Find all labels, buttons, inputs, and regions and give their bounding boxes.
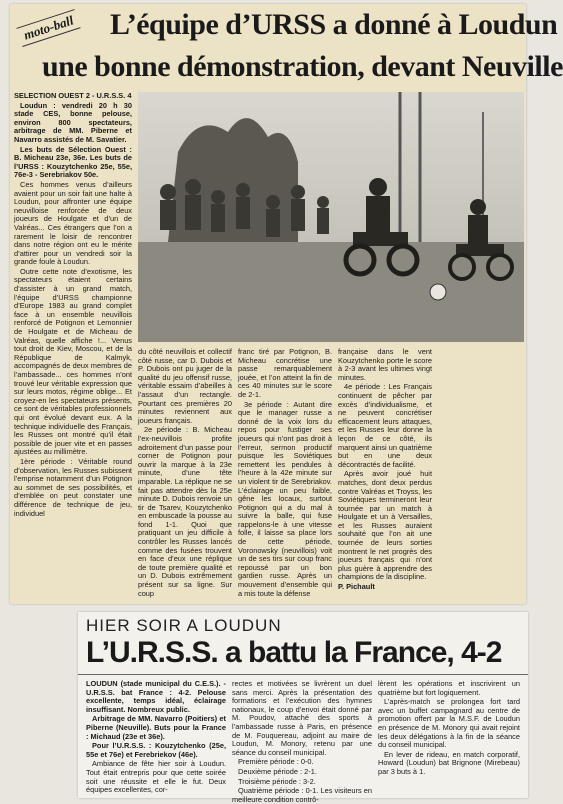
paragraph: 3e période : Autant dire que le manager russe a donné de la voix lors du repos pour fustiger ses joueurs qui n’ont pas droit à l’erreur, sermon productif puisque les Soviétiques remettent les pendules à l’heure à la 42e minute sur un violent tir de Serebriakov. L’éclairage un peu faible, gêne les locaux, surtout Potignon qui a du mal à suivre la balle, qui fuse rappelons-le à une vitesse folle, il laisse sa place lors de cette période, Voronowsky (neuvillois) voit un de ses tirs sur coup franc repoussé par un bon gardien russe. Après un mouvement d’ensemble qui a mis toute la défense <box>238 399 332 598</box>
paragraph: LOUDUN (stade municipal du C.E.S.). - U.R.S.S. bat France : 4-2. Pelouse excellente, temps idéal, éclairage insuffisant. Nombreux public. <box>86 679 226 714</box>
motoball-photo <box>138 92 524 342</box>
paragraph: franc tiré par Potignon, B. Micheau concrétise une passe remarquablement jouée, et l’on atteint la fin de ces 40 minutes sur le score de 2-1. <box>238 347 332 399</box>
headline-line-2: une bonne démonstration, devant Neuville <box>42 50 563 83</box>
article-column-4 <box>338 348 432 596</box>
article-column-1 <box>14 92 132 596</box>
article-column-1 <box>86 680 226 796</box>
article-clipping-loudun <box>78 612 528 804</box>
article-column-3 <box>238 348 332 596</box>
paragraph: Quatrième période : 0-1. Les visiteurs en meilleure condition contrô- <box>232 786 372 804</box>
paragraph: 1ère période : Véritable round d’observation, les Russes subissent l’emprise notamment d’un Potignon au sommet de ses possibilités, et d’emblée on peut constater une différence de technique de jeu, individuel <box>14 456 132 518</box>
article-column-2 <box>232 679 372 804</box>
paragraph: 4e période : Les Français continuent de pêcher par excès d’individualisme, et ne peuvent concrétiser efficacement leurs attaques, et les Russes leur donne la leçon de ce côté, ils marquent ainsi un quatrième but en une deux décontractés de facilité. <box>338 382 432 469</box>
paragraph: Troisième période : 3-2. <box>238 776 316 786</box>
paragraph: En lever de rideau, en match corporatif, Howard (Loudun) bat Brignone (Mirebeau) par 3 buts à 1. <box>378 749 520 776</box>
headline: L’U.R.S.S. a battu la France, 4-2 <box>86 636 502 669</box>
article-clipping-motoball <box>10 4 563 604</box>
headline-line-1: L’équipe d’URSS a donné à Loudun <box>110 8 558 41</box>
author-signature: P. Pichault <box>338 582 375 592</box>
rubric-label: moto-ball <box>16 9 80 47</box>
paragraph: rectes et motivées se livrèrent un duel sans merci. Après la présentation des formations et l’exécution des hymnes nationaux, le coup d’envoi était donné par M. Poudov, attaché des sports à l’ambassade russe à Paris, en présence de M. Fouquereau, adjoint au maire de Loudun, M. Monory, retenu par une séance du conseil municipal. <box>232 679 372 757</box>
paragraph: Pour l’U.R.S.S. : Kouzytchenko (25e, 55e et 76e) et Ferebriekov (46e). <box>86 741 226 759</box>
paragraph: Arbitrage de MM. Navarro (Poitiers) et Piberne (Neuville). Buts pour la France : Michaud (23e et 36e). <box>86 714 226 741</box>
paragraph: L’après-match se prolongea fort tard avec un buffet campagnard au centre de promotion offert par la M.S.F. de Loudun en présence de M. Monory qui avait rejoint les deux délégations à la fin de la séance du conseil municipal. <box>378 697 520 750</box>
photo-illustration <box>138 92 524 342</box>
divider <box>78 674 528 675</box>
paragraph: Outre cette note d’exotisme, les spectateurs étaient certains d’assister à un grand match, l’équipe d’URSS championne d’Europe 1983 au grand complet face à un ensemble neuvillois renforcé de Potignon et Lemonnier de Houlgate et de Micheau de Valréas, quelle affiche !... Venus tout droit de Kiev, Moscou, et de la République de Kalmyk, accompagnés de deux membres de l’ambassade... ces hommes n’ont trouvé leur véritable expression que sur leurs motos, régime oblige... Et croyez-en les spectateurs présents, ce sont de véritables professionnels qui ont évolué devant eux. A la technique individuelle des Français, les Russes ont montré qu’il était possible de jouer vite et en passes ajustées au millimètre. <box>14 266 132 457</box>
paragraph: Loudun : vendredi 20 h 30 stade CES, bonne pelouse, environ 800 spectateurs, arbitrage de MM. Piberne et Navarro assistés de M. Savatier. <box>14 100 132 144</box>
kicker: HIER SOIR A LOUDUN <box>86 616 282 635</box>
paragraph: lèrent les opérations et inscrivirent un quatrième but fort logiquement. <box>378 679 520 697</box>
paragraph: Après avoir joué huit matches, dont deux perdus contre Valréas et Troyss, les Soviétiques termineront leur tournée par un match à Houlgate et un à Versailles, et les Russes auraient souhaité que l’on ait une tournée de leurs sorties montrent le net progrès des joueurs français qui n’ont plus guère à apprendre des champions de la discipline. <box>338 469 432 582</box>
paragraph: Ces hommes venus d’ailleurs avaient pour un soir fait une halte à Loudun, pour affronter une équipe neuvilloise renforcée de deux joueurs de Houlgate et d’un de Valréas... Ces étrangers que l’on a rarement le loisir de rencontrer dans notre région ont eu le mérite d’attirer pour un vendredi soir la grande foule à Loudun. <box>14 179 132 267</box>
paragraph: Deuxième période : 2-1. <box>238 766 317 776</box>
article-column-2 <box>138 348 232 596</box>
paragraph: française dans le vent Kouzytchenko porte le score à 2-3 avant les ultimes vingt minutes. <box>338 347 432 382</box>
lead-line: SELECTION OUEST 2 - U.R.S.S. 4 <box>14 91 132 100</box>
paragraph: du côté neuvillois et collectif côté russe, car D. Dubois et P. Dubois ont pu juger de la qualité du jeu offensif russe, véritable essaim d’abeilles à l’assaut d’un rectangle. Pourtant ces premières 20 minutes reviennent aux joueurs français. <box>138 347 232 425</box>
paragraph: Ambiance de fête hier soir à Loudun. Tout était entrepris pour que cette soirée soit une réussite et elle le fut. Deux équipes excellentes, cor- <box>86 759 226 795</box>
article-column-3 <box>378 680 520 796</box>
paragraph: Les buts de Sélection Ouest : B. Micheau 23e, 36e. Les buts de l’URSS : Kouzytchenko 25e, 55e, 76e-3 - Serebriakov 50e. <box>14 144 132 180</box>
paragraph: 2e période : B. Micheau l’ex-neuvillois profite adroitement d’un passe pour corner de Potignon pour ouvrir la marque à la 23e minute, d’une tête imparable. La réplique ne se fait pas attendre dès la 25e minute D. Dubois renvoie un tir de Tsarev, Kouzytchenko en embuscade la pousse au fond 1-1. Quoi que pratiquant un jeu difficile à contrôler les Russes lancés comme des fusées trouvent en face d’eux une réplique de toute première qualité et un D. Dubois extrêmement présent sur sa ligne. Sur coup <box>138 425 232 598</box>
paragraph: Première période : 0-0. <box>238 757 314 767</box>
